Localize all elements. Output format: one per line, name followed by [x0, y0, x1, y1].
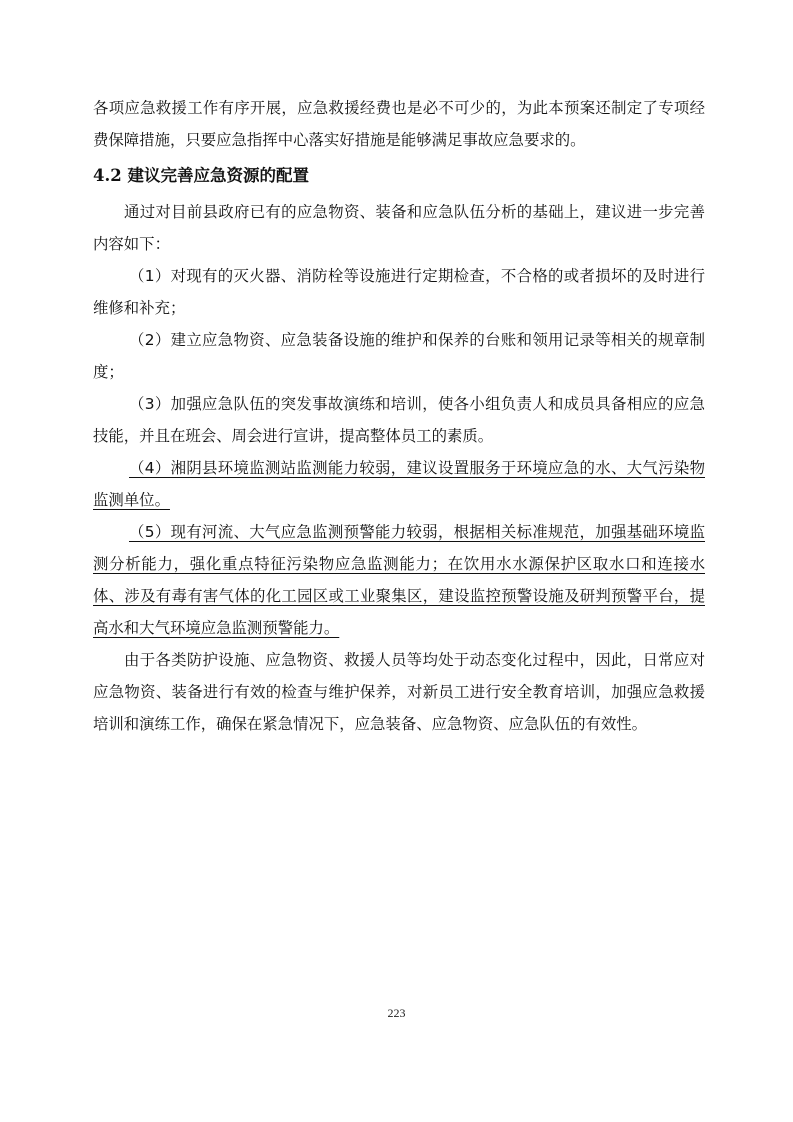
section-heading: 4.2 建议完善应急资源的配置	[93, 166, 309, 185]
list-item-4-underlined: （4）湘阴县环境监测站监测能力较弱，建议设置服务于环境应急的水、大气污染物监测单位。	[93, 459, 705, 509]
intro-paragraph: 各项应急救援工作有序开展，应急救援经费也是必不可少的，为此本预案还制定了专项经费保障措施，只要应急指挥中心落实好措施是能够满足事故应急要求的。	[93, 99, 705, 149]
list-item-5-underlined: （5）现有河流、大气应急监测预警能力较弱，根据相关标准规范，加强基础环境监测分析能力，强化重点特征污染物应急监测能力；在饮用水水源保护区取水口和连接水体、涉及有毒有害气体的化工园区或工业聚集区，建设监控预警设施及研判预警平台，提高水和大气环境应急监测预警能力。	[93, 523, 705, 637]
list-item-1: （1）对现有的灭火器、消防栓等设施进行定期检查，不合格的或者损坏的及时进行维修和补充；	[93, 267, 705, 317]
closing-paragraph: 由于各类防护设施、应急物资、救援人员等均处于动态变化过程中，因此，日常应对应急物资、装备进行有效的检查与维护保养，对新员工进行安全教育培训，加强应急救援培训和演练工作，确保在紧急情况下，应急装备、应急物资、应急队伍的有效性。	[93, 651, 705, 733]
list-item-2: （2）建立应急物资、应急装备设施的维护和保养的台账和领用记录等相关的规章制度；	[93, 331, 705, 381]
section-lead-paragraph: 通过对目前县政府已有的应急物资、装备和应急队伍分析的基础上，建议进一步完善内容如下：	[93, 203, 705, 253]
page-body	[93, 92, 705, 740]
page-number: 223	[387, 1006, 406, 1020]
list-item-3: （3）加强应急队伍的突发事故演练和培训，使各小组负责人和成员具备相应的应急技能，并且在班会、周会进行宣讲，提高整体员工的素质。	[93, 395, 705, 445]
